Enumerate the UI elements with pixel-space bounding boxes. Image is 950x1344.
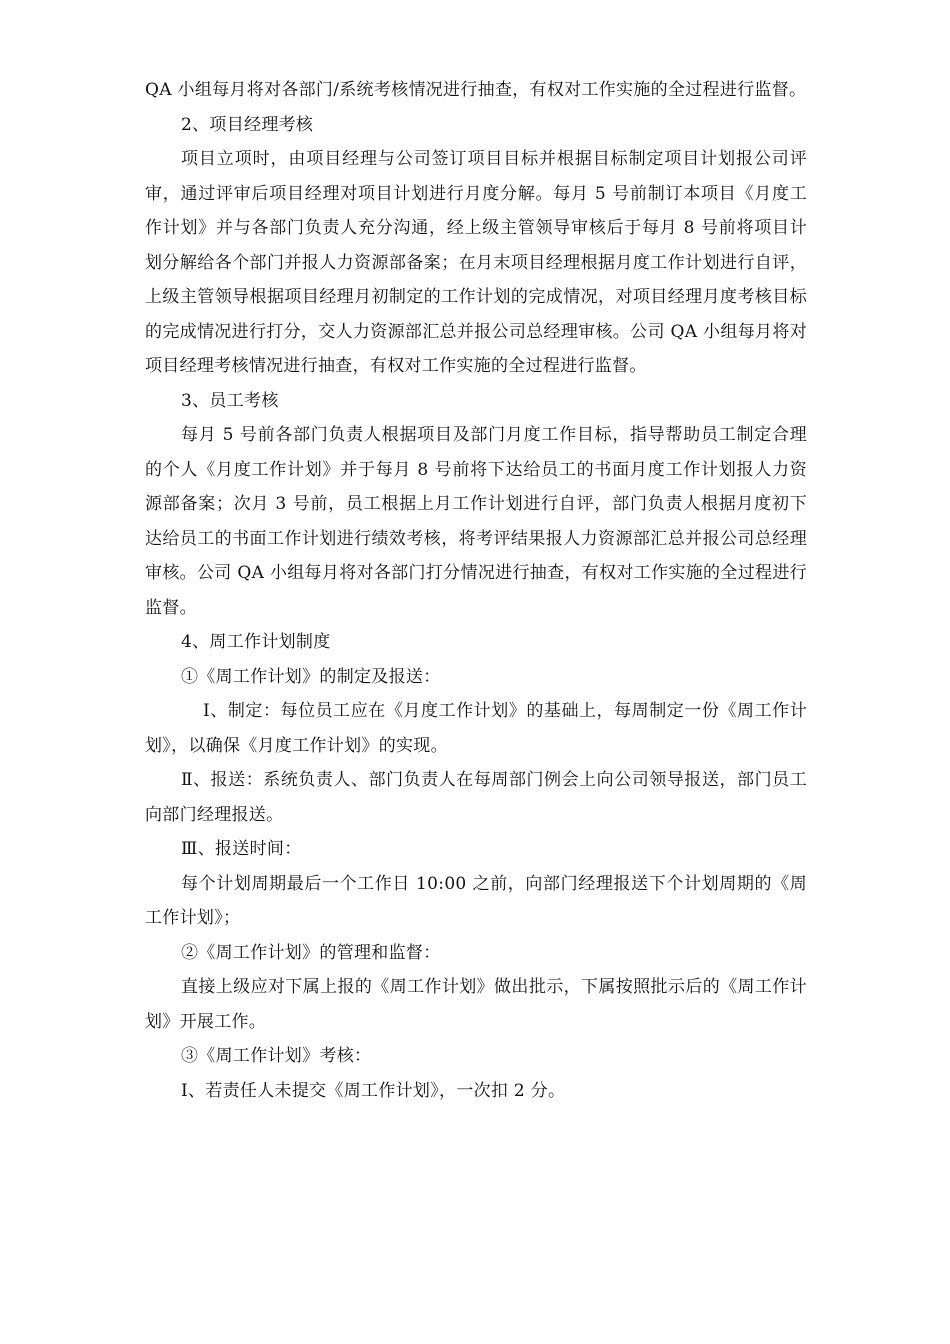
document-body xyxy=(145,73,807,1108)
paragraph-project-manager-assessment: 项目立项时，由项目经理与公司签订项目目标并根据目标制定项目计划报公司评审，通过评审后项目经理对项目计划进行月度分解。每月 5 号前制订本项目《月度工作计划》并与各部门负责人充分沟通，经上级主管领导审核后于每月 8 号前将项目计划分解给各个部门并报人力资源部备案；在月末项目经理根据月度工作计划进行自评，上级主管领导根据项目经理月初制定的工作计划的完成情况，对项目经理月度考核目标的完成情况进行打分，交人力资源部汇总并报公司总经理审核。公司 QA 小组每月将对项目经理考核情况进行抽查，有权对工作实施的全过程进行监督。 xyxy=(145,149,807,376)
paragraph-weekly-plan-management: ②《周工作计划》的管理和监督： xyxy=(181,942,441,963)
paragraph-employee-assessment: 每月 5 号前各部门负责人根据项目及部门月度工作目标，指导帮助员工制定合理的个人《月度工作计划》并于每月 8 号前将下达给员工的书面月度工作计划报人力资源部备案；次月 3 号前，员工根据上月工作计划进行自评，部门负责人根据月度初下达给员工的书面工作计划进行绩效考核，将考评结果报人力资源部汇总并报公司总经理审核。公司 QA 小组每月将对各部门打分情况进行抽查，有权对工作实施的全过程进行监督。 xyxy=(145,425,807,618)
heading-project-manager-assessment: 2、项目经理考核 xyxy=(181,114,314,135)
paragraph-qa-supervision: QA 小组每月将对各部门/系统考核情况进行抽查，有权对工作实施的全过程进行监督。 xyxy=(145,80,807,100)
paragraph-submission-time-label: Ⅲ、报送时间： xyxy=(181,839,302,859)
paragraph-formulation-rule: Ⅰ、制定：每位员工应在《月度工作计划》的基础上，每周制定一份《周工作计划》，以确保《月度工作计划》的实现。 xyxy=(145,701,807,756)
paragraph-submission-rule: Ⅱ、报送：系统负责人、部门负责人在每周部门例会上向公司领导报送，部门员工向部门经理报送。 xyxy=(145,770,807,825)
heading-employee-assessment: 3、员工考核 xyxy=(181,390,279,411)
paragraph-management-rule: 直接上级应对下属上报的《周工作计划》做出批示，下属按照批示后的《周工作计划》开展工作。 xyxy=(145,977,807,1032)
paragraph-submission-time: 每个计划周期最后一个工作日 10:00 之前，向部门经理报送下个计划周期的《周工作计划》； xyxy=(145,873,807,928)
paragraph-assessment-penalty: Ⅰ、若责任人未提交《周工作计划》，一次扣 2 分。 xyxy=(181,1080,566,1101)
heading-weekly-plan-system: 4、周工作计划制度 xyxy=(181,632,331,652)
paragraph-weekly-plan-assessment: ③《周工作计划》考核： xyxy=(181,1046,372,1066)
paragraph-weekly-plan-formulation: ①《周工作计划》的制定及报送： xyxy=(181,666,441,687)
